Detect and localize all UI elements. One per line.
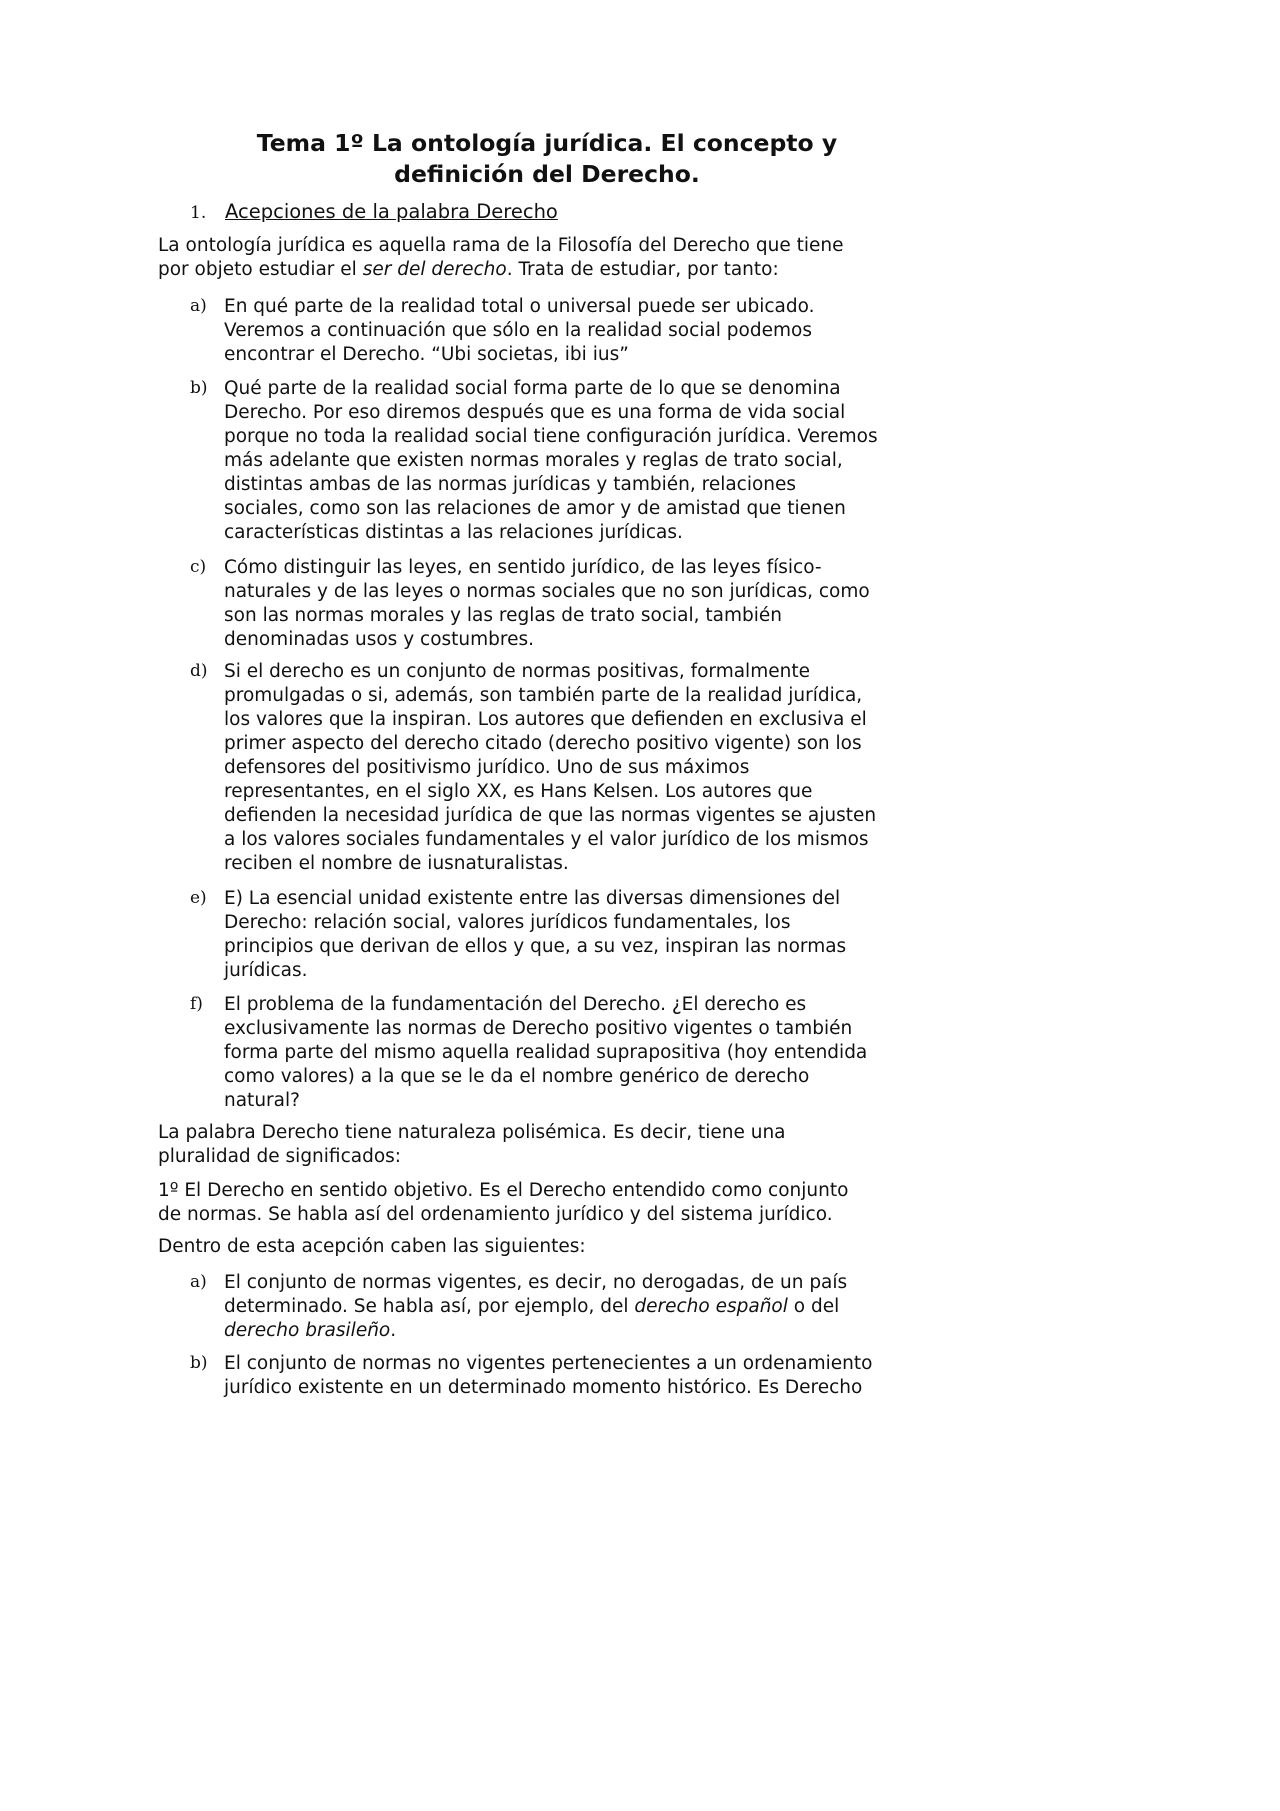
list-item: [190, 887, 960, 983]
list-item: [190, 556, 960, 652]
intro-text-end: . Trata de estudiar, por tanto:: [506, 259, 779, 280]
list-item-line: reciben el nombre de iusnaturalistas.: [224, 853, 569, 874]
list-item-italic-text: derecho brasileño: [224, 1320, 391, 1341]
list-item-line: Veremos a continuación que sólo en la realidad social podemos: [224, 320, 812, 341]
intro-text: por objeto estudiar el: [158, 259, 363, 280]
list-item-line: a los valores sociales fundamentales y el valor jurídico de los mismos: [224, 829, 869, 850]
list-item-line: jurídicas.: [224, 960, 308, 981]
list-marker: a): [190, 1272, 207, 1292]
list-item-line: jurídico existente en un determinado momento histórico. Es Derecho: [224, 1377, 863, 1398]
objective-line-1: 1º El Derecho en sentido objetivo. Es el Derecho entendido como conjunto: [158, 1180, 849, 1201]
list-item-line: más adelante que existen normas morales y reglas de trato social,: [224, 450, 843, 471]
list-item-text: determinado. Se habla así, por ejemplo, del: [224, 1296, 635, 1317]
list-item: [190, 295, 960, 367]
list-marker: b): [190, 1353, 208, 1373]
list-item-text: o del: [787, 1296, 840, 1317]
list-marker: d): [190, 661, 208, 681]
list-item: [190, 993, 960, 1113]
within-paragraph: [158, 1235, 958, 1259]
list-item-text: .: [390, 1320, 397, 1341]
list-item-line: defensores del positivismo jurídico. Uno de sus máximos: [224, 757, 750, 778]
list-item-line: primer aspecto del derecho citado (derecho positivo vigente) son los: [224, 733, 862, 754]
intro-line-2: [158, 258, 958, 282]
objective-line-2: de normas. Se habla así del ordenamiento jurídico y del sistema jurídico.: [158, 1204, 833, 1225]
list-item-line: E) La esencial unidad existente entre las diversas dimensiones del: [224, 888, 841, 909]
list-item: [190, 377, 960, 545]
list-item-line: Derecho. Por eso diremos después que es una forma de vida social: [224, 402, 846, 423]
title-line-1: Tema 1º La ontología jurídica. El concepto y: [256, 129, 838, 157]
section-heading-text: Acepciones de la palabra Derecho: [225, 200, 558, 223]
list-item-line: naturales y de las leyes o normas sociales que no son jurídicas, como: [224, 581, 870, 602]
within-line-1: Dentro de esta acepción caben las siguientes:: [158, 1236, 586, 1257]
list-marker: a): [190, 296, 207, 316]
list-item-line: denominadas usos y costumbres.: [224, 629, 534, 650]
list-item-line: Derecho: relación social, valores jurídicos fundamentales, los: [224, 912, 791, 933]
list-item-italic-text: derecho español: [634, 1296, 788, 1317]
list-item-line: Qué parte de la realidad social forma parte de lo que se denomina: [224, 378, 841, 399]
list-item: [190, 1352, 960, 1400]
list-item-line: El conjunto de normas no vigentes pertenecientes a un ordenamiento: [224, 1353, 873, 1374]
list-item-line: [224, 1295, 960, 1319]
list-item-line: El conjunto de normas vigentes, es decir, no derogadas, de un país: [224, 1272, 848, 1293]
list-item-line: encontrar el Derecho. “Ubi societas, ibi ius”: [224, 344, 629, 365]
polysemy-line-2: pluralidad de significados:: [158, 1146, 402, 1167]
list-item-line: características distintas a las relaciones jurídicas.: [224, 522, 683, 543]
list-item-line: porque no toda la realidad social tiene configuración jurídica. Veremos: [224, 426, 878, 447]
list-item-line: [224, 1319, 960, 1343]
title-line-2: definición del Derecho.: [394, 160, 700, 188]
list-item-line: sociales, como son las relaciones de amor y de amistad que tienen: [224, 498, 846, 519]
list-item-line: principios que derivan de ellos y que, a su vez, inspiran las normas: [224, 936, 847, 957]
objective-paragraph: [158, 1179, 958, 1227]
list-item: [190, 660, 960, 876]
list-item-line: Si el derecho es un conjunto de normas positivas, formalmente: [224, 661, 810, 682]
section-number: 1.: [190, 203, 207, 223]
list-item-line: Cómo distinguir las leyes, en sentido jurídico, de las leyes físico-: [224, 557, 822, 578]
list-item-line: como valores) a la que se le da el nombre genérico de derecho: [224, 1066, 810, 1087]
list-marker: f): [190, 994, 203, 1014]
intro-line-1: La ontología jurídica es aquella rama de la Filosofía del Derecho que tiene: [158, 235, 844, 256]
list-item-line: son las normas morales y las reglas de trato social, también: [224, 605, 782, 626]
intro-italic-text: ser del derecho: [362, 259, 507, 280]
list-item-line: defienden la necesidad jurídica de que las normas vigentes se ajusten: [224, 805, 877, 826]
document-title: [200, 128, 894, 190]
list-item: [190, 1271, 960, 1343]
list-item-line: exclusivamente las normas de Derecho positivo vigentes o también: [224, 1018, 853, 1039]
list-item-line: forma parte del mismo aquella realidad suprapositiva (hoy entendida: [224, 1042, 868, 1063]
list-item-line: los valores que la inspiran. Los autores que defienden en exclusiva el: [224, 709, 867, 730]
polysemy-paragraph: [158, 1121, 958, 1169]
list-item-line: natural?: [224, 1090, 300, 1111]
list-item-line: El problema de la fundamentación del Derecho. ¿El derecho es: [224, 994, 807, 1015]
list-marker: e): [190, 888, 207, 908]
list-item-line: representantes, en el siglo XX, es Hans Kelsen. Los autores que: [224, 781, 813, 802]
section-heading: [190, 200, 558, 225]
list-item-line: promulgadas o si, además, son también parte de la realidad jurídica,: [224, 685, 863, 706]
list-item-line: En qué parte de la realidad total o universal puede ser ubicado.: [224, 296, 815, 317]
polysemy-line-1: La palabra Derecho tiene naturaleza polisémica. Es decir, tiene una: [158, 1122, 786, 1143]
list-marker: c): [190, 557, 207, 577]
intro-paragraph: [158, 234, 958, 282]
list-marker: b): [190, 378, 208, 398]
list-item-line: distintas ambas de las normas jurídicas y también, relaciones: [224, 474, 797, 495]
